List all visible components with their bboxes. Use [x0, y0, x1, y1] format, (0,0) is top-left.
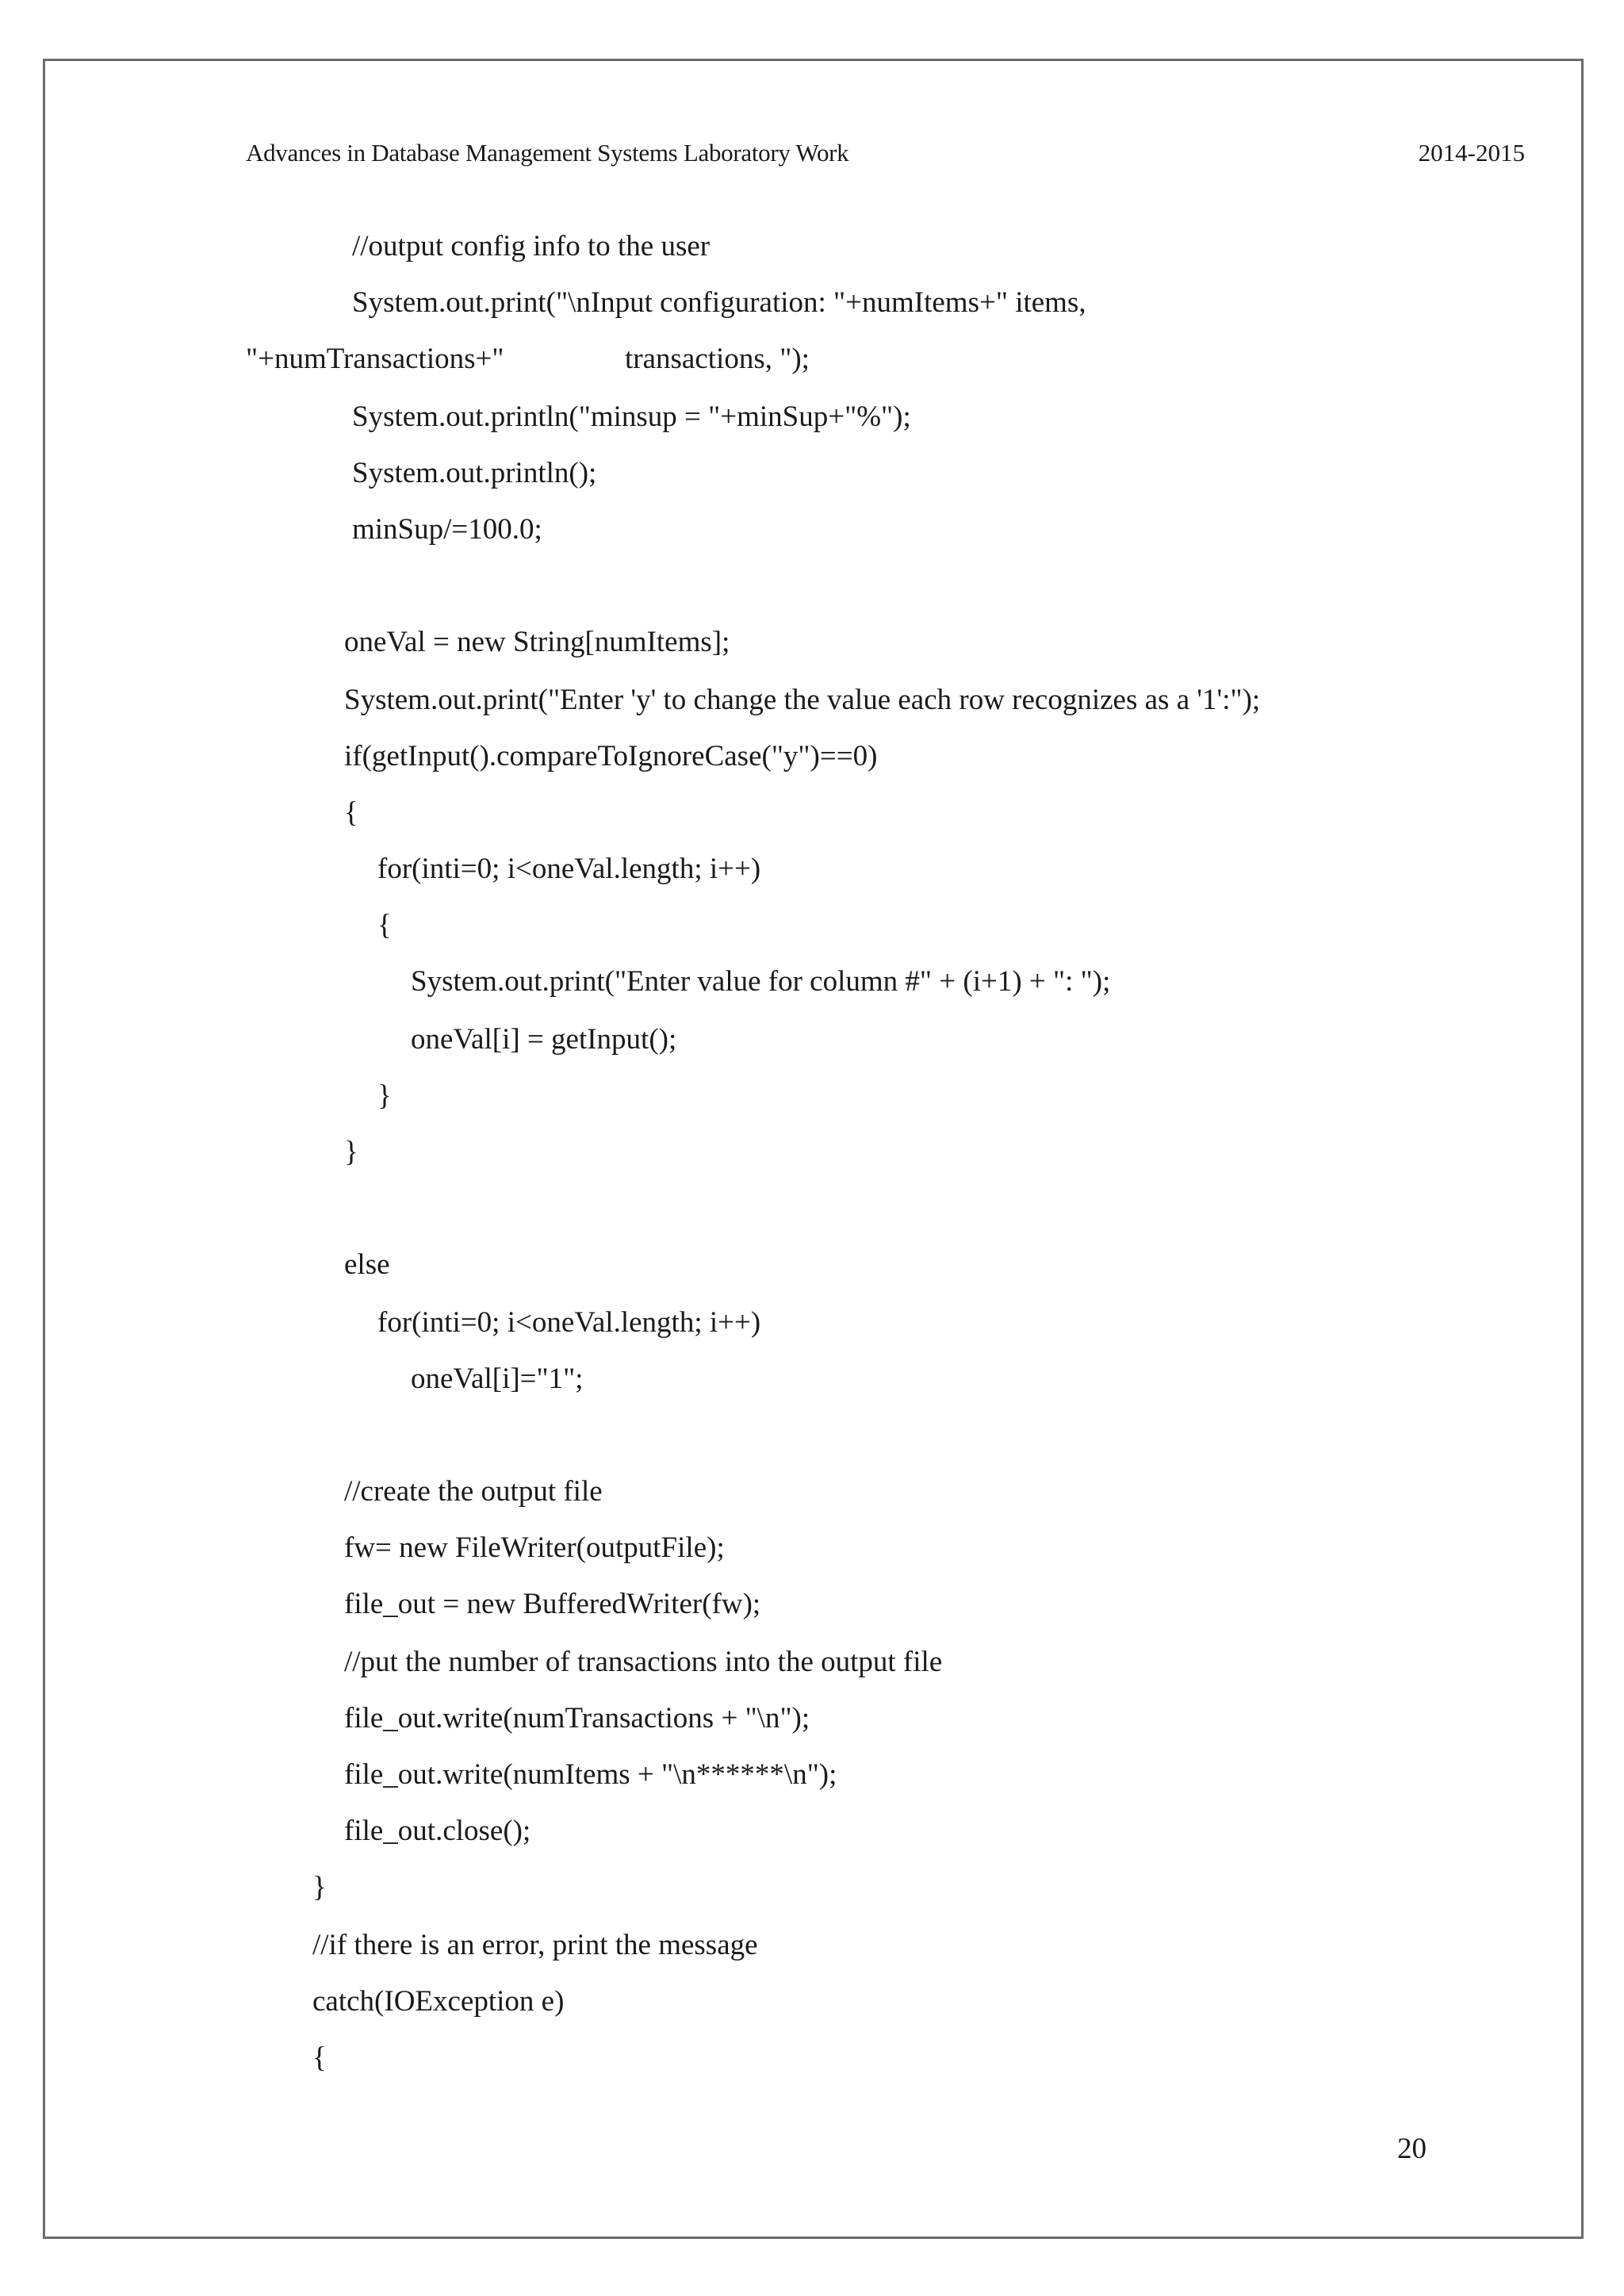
code-line: transactions, "); [625, 343, 810, 375]
header-year: 2014-2015 [1418, 139, 1525, 167]
code-line: { [312, 2041, 327, 2074]
code-line: //if there is an error, print the message [312, 1929, 758, 1961]
code-line: catch(IOException e) [312, 1985, 565, 2018]
code-line: System.out.println("minsup = "+minSup+"%"); [352, 401, 911, 433]
code-line: file_out = new BufferedWriter(fw); [344, 1588, 761, 1620]
page-border [43, 59, 1584, 2239]
code-line: System.out.print("Enter 'y' to change the value each row recognizes as a '1':"); [344, 684, 1261, 716]
code-line: { [377, 909, 392, 941]
code-line: System.out.print("Enter value for column #" + (i+1) + ": "); [411, 965, 1111, 998]
code-line: if(getInput().compareToIgnoreCase("y")==0) [344, 740, 878, 772]
code-line: for(inti=0; i<oneVal.length; i++) [377, 853, 761, 885]
code-line: "+numTransactions+" [246, 343, 504, 375]
code-line: } [344, 1136, 358, 1168]
code-line: //output config info to the user [352, 230, 710, 263]
code-line: { [344, 796, 358, 829]
code-line: else [344, 1248, 390, 1281]
code-line: fw= new FileWriter(outputFile); [344, 1531, 725, 1564]
header-title: Advances in Database Management Systems Laboratory Work [246, 139, 849, 167]
code-line: minSup/=100.0; [352, 513, 542, 546]
code-line: oneVal[i]="1"; [411, 1363, 584, 1395]
code-line: } [377, 1079, 392, 1112]
code-line: } [312, 1871, 327, 1903]
code-line: file_out.close(); [344, 1815, 531, 1847]
code-line: System.out.print("\nInput configuration: "+numItems+" items, [352, 286, 1086, 319]
code-line: //create the output file [344, 1475, 603, 1508]
page-number: 20 [1397, 2133, 1427, 2165]
code-line: file_out.write(numItems + "\n******\n"); [344, 1758, 837, 1791]
code-line: for(inti=0; i<oneVal.length; i++) [377, 1306, 761, 1339]
code-line: file_out.write(numTransactions + "\n"); [344, 1702, 810, 1734]
code-line: //put the number of transactions into the output file [344, 1646, 943, 1678]
code-line: System.out.println(); [352, 457, 597, 489]
code-line: oneVal = new String[numItems]; [344, 626, 730, 658]
code-line: oneVal[i] = getInput(); [411, 1023, 677, 1056]
